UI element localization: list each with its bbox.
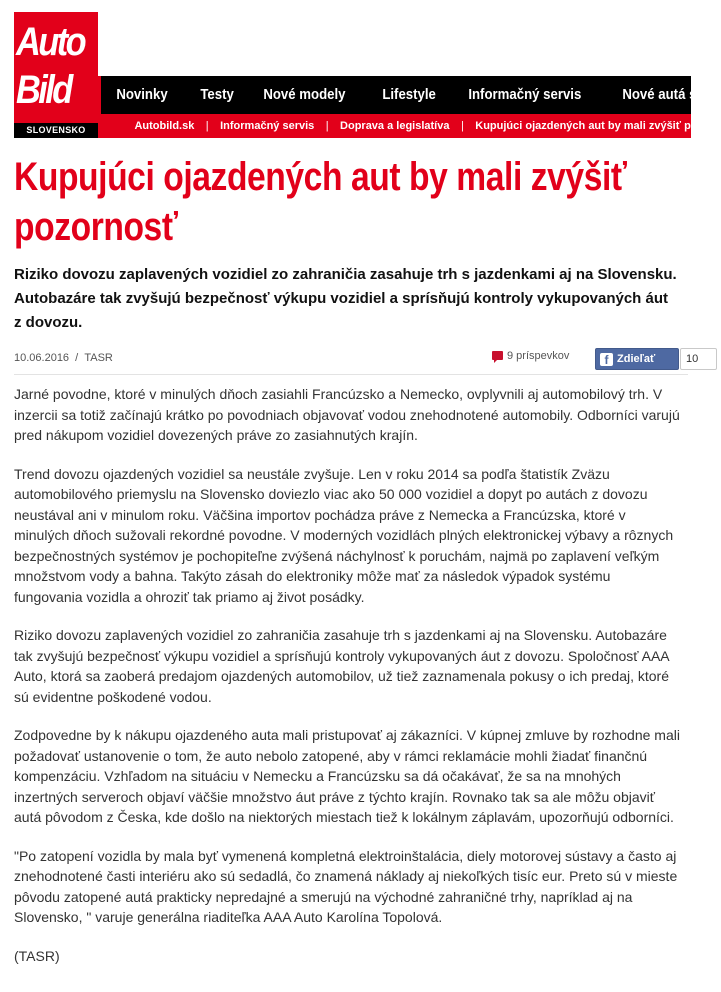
breadcrumb-separator: | [325, 120, 329, 132]
share-count: 10 [680, 348, 717, 370]
nav-item-testy[interactable]: Testy [200, 86, 234, 103]
breadcrumb-informacny-servis[interactable]: Informačný servis [220, 120, 315, 132]
main-navigation [98, 76, 705, 114]
facebook-icon: f [600, 353, 613, 366]
share-label: Zdieľať [617, 353, 656, 365]
nav-item-novinky[interactable]: Novinky [116, 86, 168, 103]
article-source: TASR [84, 352, 113, 364]
article-date-source: 10.06.2016 / TASR [14, 352, 113, 364]
autobild-logo[interactable] [14, 12, 98, 138]
nav-item-informacny-servis[interactable]: Informačný servis [468, 86, 582, 103]
article-body [14, 384, 682, 984]
comments-link[interactable] [492, 350, 569, 362]
comment-icon [492, 351, 503, 360]
nav-item-lifestyle[interactable]: Lifestyle [382, 86, 437, 103]
article-author: (TASR) [14, 947, 60, 964]
article-title: Kupujúci ojazdených aut by mali zvýšiť pozornosť [14, 155, 627, 249]
breadcrumb-current: Kupujúci ojazdených aut by mali zvýšiť pozorn [475, 120, 721, 132]
article-lead: Riziko dovozu zaplavených vozidiel zo zahraničia zasahuje trh s jazdenkami aj na Slovensku. Autobazáre tak zvyšujú bezpečnosť výkupu vozidiel a sprísňujú kontroly vykupovaných áut z dovozu. [14, 266, 677, 331]
breadcrumb-separator: | [460, 120, 464, 132]
article-paragraph: Riziko dovozu zaplavených vozidiel zo zahraničia zasahuje trh s jazdenkami aj na Slovensku. Autobazáre tak zvyšujú bezpečnosť výkupu vozidiel a sprísňujú kontroly vykupovaných áut z dovozu. Spoločnosť AAA Auto, ktorá sa zaoberá predajom ojazdených automobilov, už tiež zaznamenala pokusy o ich predaj, ktoré sú evidentne poškodené vodou. [14, 627, 669, 705]
article-meta [14, 348, 699, 375]
article-paragraph: Zodpovedne by k nákupu ojazdeného auta mali pristupovať aj zákazníci. V kúpnej zmluve by rozhodne mali požadovať ustanovenie o tom, že auto nebolo zatopené, aby v rámci reklamácie mohli žiadať finančnú kompenzáciu. Vzhľadom na situáciu v Nemecku a Francúzsku sa dá očakávať, že sa na mnohých inzertných serveroch objaví väčšie množstvo áut práve z týchto krajín. Rovnako tak sa ale môžu objaviť autá pôvodom z Česka, kde došlo na niektorých miestach tiež k lokálnym záplavám, upozorňujú odborníci. [14, 727, 680, 825]
nav-item-nove-auta[interactable]: Nové autá sk [622, 86, 705, 103]
nav-item-nove-modely[interactable]: Nové modely [263, 86, 346, 103]
article-paragraph: "Po zatopení vozidla by mala byť vymenená kompletná elektroinštalácia, diely motorovej sústavy a často aj znehodnotené časti interiéru ako sú sedadlá, čo znamená náklady aj niekoľkých tisíc eur. Preto sú v mieste pôvodu zatopené autá prakticky nepredajné a smerujú na východné zahraničné trhy, napríklad aj na Slovensko, " varuje generálna riaditeľka AAA Auto Karolína Topolová. [14, 847, 678, 925]
comments-count: 9 príspevkov [507, 350, 570, 362]
article-paragraph: Jarné povodne, ktoré v minulých dňoch zasiahli Francúzsko a Nemecko, ovplyvnili aj automobilový trh. V inzercii sa totiž začínajú krátko po povodniach objavovať vodou znehodnotené automobily. Odborníci varujú pred nákupom vozidiel dovezených práve zo zasiahnutých krajín. [14, 386, 680, 443]
facebook-share-button[interactable] [595, 348, 679, 370]
breadcrumb-doprava[interactable]: Doprava a legislatíva [340, 120, 450, 132]
logo-word-auto: Auto [16, 20, 85, 64]
breadcrumb-home[interactable]: Autobild.sk [134, 120, 195, 132]
logo-word-bild: Bild [16, 68, 71, 112]
logo-edition: SLOVENSKO [14, 123, 98, 138]
breadcrumb-separator: | [205, 120, 209, 132]
article-paragraph: Trend dovozu ojazdených vozidiel sa neustále zvyšuje. Len v roku 2014 sa podľa štatistík Zväzu automobilového priemyslu na Slovensko doviezlo viac ako 50 000 vozidiel a dopyt po autách z dovozu neustával ani v minulom roku. Väčšina importov pochádza práve z Nemecka a Francúzska, ktoré v minulých dňoch sužovali rekordné povodne. V moderných vozidlách plných elektronickej výbavy a rôznych bezpečnostných systémov je pochopiteľne zvýšená náchylnosť k poruchám, najmä po zaplavení veľkým množstvom vody a bahna. Takýto zásah do elektroniky môže mať za následok výpadok systému fungovania vozidla a ohroziť tak priamo aj život posádky. [14, 465, 674, 605]
article-date: 10.06.2016 [14, 352, 70, 364]
breadcrumb [98, 114, 721, 138]
